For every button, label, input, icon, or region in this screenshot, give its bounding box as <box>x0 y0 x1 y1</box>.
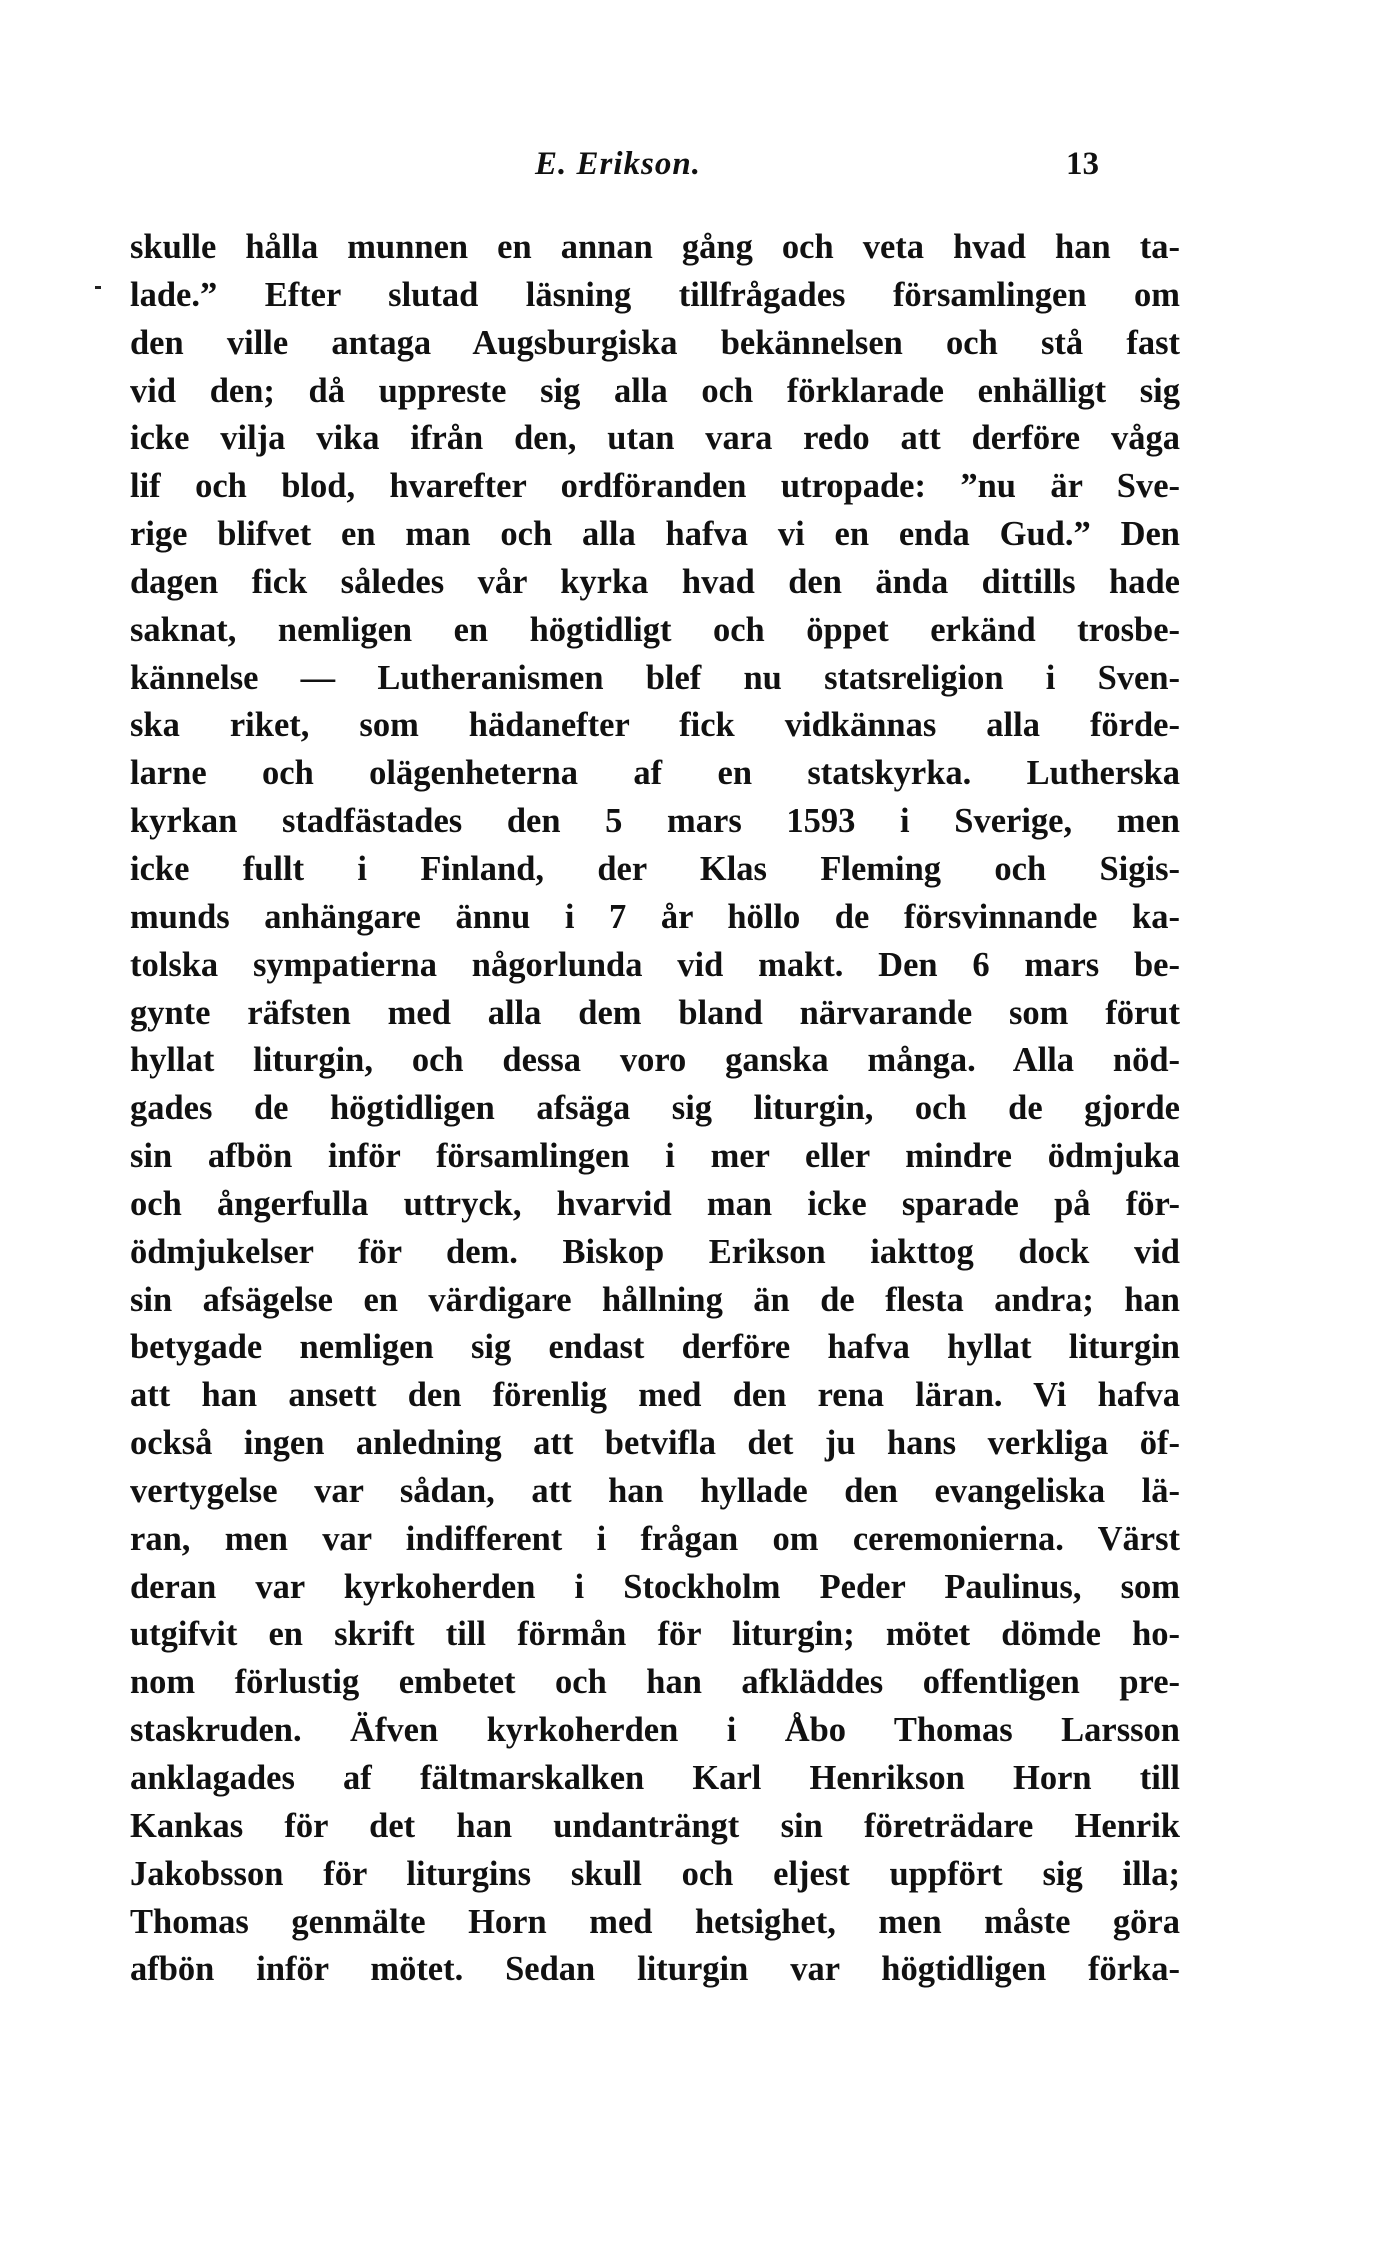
text-line: Kankas för det han undanträngt sin företrädare Henrik <box>130 1806 1180 1845</box>
text-line: staskruden. Äfven kyrkoherden i Åbo Thomas Larsson <box>130 1711 1180 1750</box>
text-line: icke fullt i Finland, der Klas Fleming och Sigis- <box>130 849 1180 888</box>
text-line: Thomas genmälte Horn med hetsighet, men måste göra <box>130 1902 1180 1941</box>
text-line: gades de högtidligen afsäga sig liturgin, och de gjorde <box>130 1089 1180 1128</box>
text-line: ödmjukelser för dem. Biskop Erikson iakttog dock vid <box>130 1232 1180 1271</box>
text-line: deran var kyrkoherden i Stockholm Peder Paulinus, som <box>130 1567 1180 1606</box>
text-line: afbön inför mötet. Sedan liturgin var högtidligen förka- <box>130 1950 1180 1989</box>
text-line: utgifvit en skrift till förmån för liturgin; mötet dömde ho- <box>130 1615 1180 1654</box>
text-line: sin afsägelse en värdigare hållning än de flesta andra; han <box>130 1280 1180 1319</box>
text-line: anklagades af fältmarskalken Karl Henrikson Horn till <box>130 1759 1180 1797</box>
running-head <box>130 146 1230 196</box>
text-line: lif och blod, hvarefter ordföranden utropade: ”nu är Sve- <box>130 467 1180 506</box>
text-line: också ingen anledning att betvifla det ju hans verkliga öf- <box>130 1424 1180 1463</box>
text-line: icke vilja vika ifrån den, utan vara redo att derföre våga <box>130 419 1180 458</box>
text-line: rige blifvet en man och alla hafva vi en enda Gud.” Den <box>130 515 1180 554</box>
text-line: betygade nemligen sig endast derföre hafva hyllat liturgin <box>130 1328 1180 1367</box>
text-line: lade.” Efter slutad läsning tillfrågades församlingen om <box>130 275 1180 314</box>
text-line: nom förlustig embetet och han afkläddes offentligen pre- <box>130 1663 1180 1702</box>
text-line: munds anhängare ännu i 7 år höllo de försvinnande ka- <box>130 897 1180 936</box>
text-line: skulle hålla munnen en annan gång och veta hvad han ta- <box>130 228 1180 266</box>
text-line: sin afbön inför församlingen i mer eller mindre ödmjuka <box>130 1137 1180 1176</box>
body-text <box>130 224 1180 1994</box>
text-line: ran, men var indifferent i frågan om ceremonierna. Värst <box>130 1519 1180 1558</box>
text-line: ska riket, som hädanefter fick vidkännas alla förde- <box>130 706 1180 745</box>
text-line: saknat, nemligen en högtidligt och öppet erkänd trosbe- <box>130 610 1180 649</box>
text-line: vertygelse var sådan, att han hyllade den evangeliska lä- <box>130 1471 1180 1510</box>
page-number: 13 <box>1066 146 1099 182</box>
text-line: och ångerfulla uttryck, hvarvid man icke sparade på för- <box>130 1184 1180 1223</box>
stray-ink-mark <box>95 286 101 289</box>
text-line: larne och olägenheterna af en statskyrka. Lutherska <box>130 754 1180 793</box>
text-line: hyllat liturgin, och dessa voro ganska många. Alla nöd- <box>130 1041 1180 1080</box>
text-line: Jakobsson för liturgins skull och eljest uppfört sig illa; <box>130 1854 1180 1893</box>
text-line: att han ansett den förenlig med den rena läran. Vi hafva <box>130 1376 1180 1415</box>
text-line: dagen fick således vår kyrka hvad den ända dittills hade <box>130 562 1180 601</box>
text-line: tolska sympatierna någorlunda vid makt. Den 6 mars be- <box>130 945 1180 984</box>
text-line: vid den; då uppreste sig alla och förklarade enhälligt sig <box>130 371 1180 410</box>
text-line: kyrkan stadfästades den 5 mars 1593 i Sverige, men <box>130 802 1180 841</box>
running-title: E. Erikson. <box>535 146 701 182</box>
text-line: kännelse — Lutheranismen blef nu statsreligion i Sven- <box>130 658 1180 697</box>
text-line: den ville antaga Augsburgiska bekännelsen och stå fast <box>130 323 1180 362</box>
text-line: gynte räfsten med alla dem bland närvarande som förut <box>130 993 1180 1032</box>
